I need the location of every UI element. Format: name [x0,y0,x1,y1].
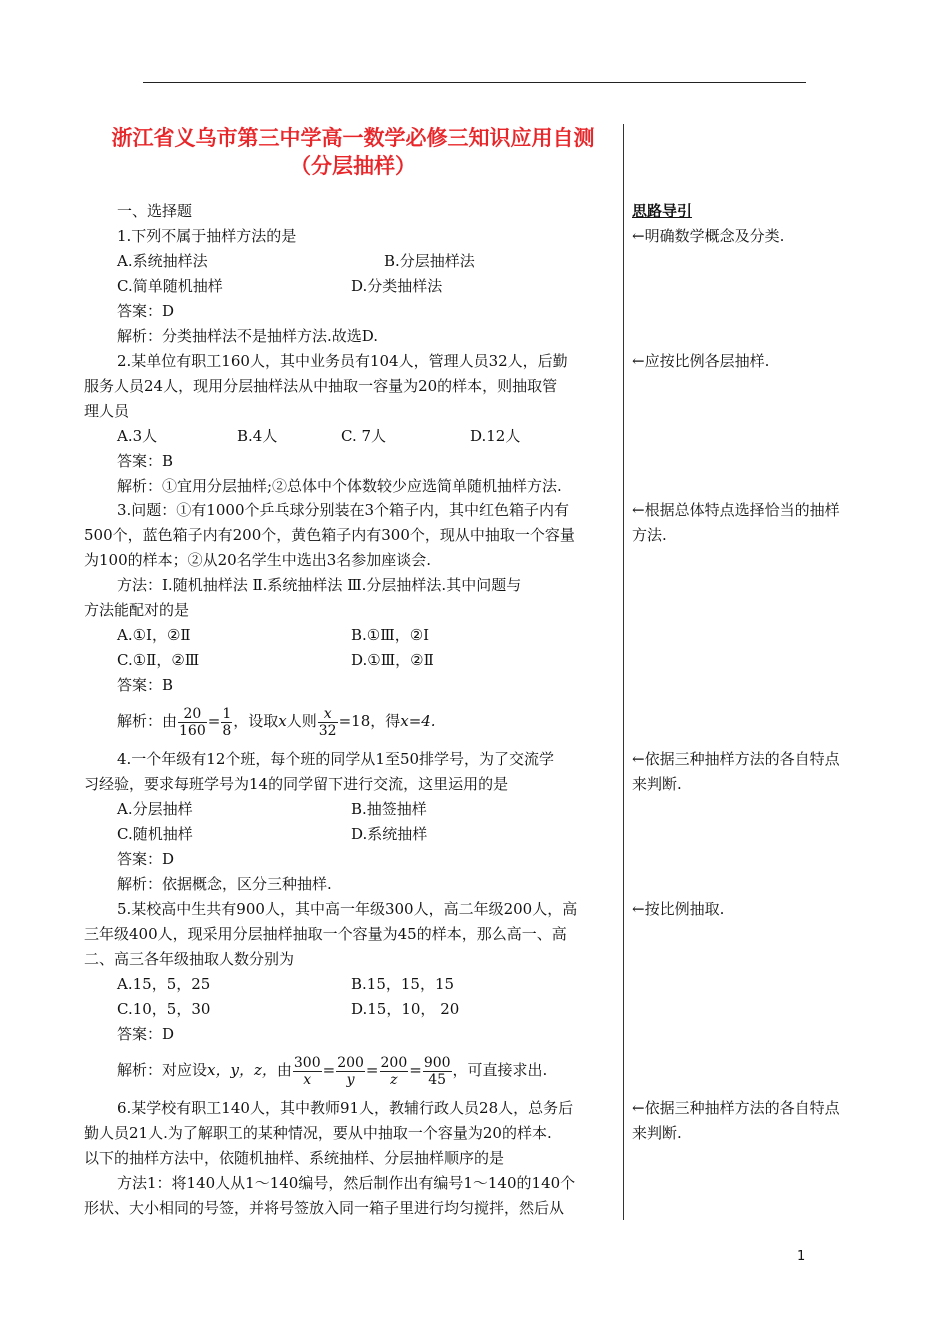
title-line-2: （分层抽样） [290,154,416,178]
q5-fraction-4: $\frac{900}{45}$ [423,1054,451,1088]
q5-option-d: D.15，10， 20 [351,1000,460,1018]
q2-stem-line-1: 2.某单位有职工160人，其中业务员有104人，管理人员32人，后勤 [117,352,568,370]
q3-stem-line-2: 500个，蓝色箱子内有200个，黄色箱子内有300个，现从中抽取一个容量 [84,526,575,544]
q2-stem-line-2: 服务人员24人，现用分层抽样法从中抽取一容量为20的样本，则抽取管 [84,377,558,395]
q1-option-a: A.系统抽样法 [117,252,208,270]
q6-stem-line-1: 6.某学校有职工140人，其中教师91人，教辅行政人员28人，总务后 [117,1099,574,1117]
q3-fraction-2: $\frac{1}{8}$ [222,705,232,739]
q3-fraction-3: $\frac{x}{32}$ [318,705,337,739]
q5-fraction-1: $\frac{300}{x}$ [293,1054,321,1088]
q1-option-b: B.分层抽样法 [384,252,475,270]
q6-method-1-line-2: 形状、大小相同的号签，并将号签放入同一箱子里进行均匀搅拌，然后从 [84,1199,565,1217]
q3-option-c: C.①Ⅱ，②Ⅲ [117,651,200,669]
q2-option-d: D.12人 [470,427,521,445]
q4-stem-line-2: 习经验，要求每班学号为14的同学留下进行交流，这里运用的是 [84,775,509,793]
q3-fraction-1: $\frac{20}{160}$ [179,705,206,739]
q3-analysis: 解析：由 $\frac{20}{160}$ = $\frac{1}{8}$ ，设取x人则 $\frac{x}{32}$ =18，得x=4. [117,705,436,739]
q5-stem-line-2: 三年级400人，现采用分层抽样抽取一个容量为45的样本，那么高一、高 [84,925,567,943]
page-number: 1 [797,1249,806,1264]
q4-option-b: B.抽签抽样 [351,800,427,818]
top-rule [143,82,806,83]
q1-analysis: 解析：分类抽样法不是抽样方法.故选D. [117,327,379,345]
q5-option-a: A.15，5，25 [117,975,211,993]
q4-hint-line-2: 来判断. [632,775,682,793]
q6-method-1-line-1: 方法1：将140人从1～140编号，然后制作出有编号1～140的140个 [117,1174,576,1192]
q3-stem-line-1: 3.问题：①有1000个乒乓球分别装在3个箱子内，其中红色箱子内有 [117,501,570,519]
q4-option-d: D.系统抽样 [351,825,428,843]
q1-hint: ←明确数学概念及分类. [632,227,785,245]
q5-fraction-3: $\frac{200}{z}$ [380,1054,408,1088]
q4-option-a: A.分层抽样 [117,800,193,818]
q2-hint: ←应按比例各层抽样. [632,352,770,370]
q4-answer: 答案：D [117,850,175,868]
q4-option-c: C.随机抽样 [117,825,193,843]
q5-stem-line-3: 二、高三各年级抽取人数分别为 [84,950,295,968]
q3-methods-line: 方法：Ⅰ.随机抽样法 Ⅱ.系统抽样法 Ⅲ.分层抽样法.其中问题与 [117,576,522,594]
q4-stem-line-1: 4.一个年级有12个班，每个班的同学从1至50排学号，为了交流学 [117,750,555,768]
title-line-1: 浙江省义乌市第三中学高一数学必修三知识应用自测 [111,126,595,150]
q1-answer: 答案：D [117,302,175,320]
section-heading: 一、选择题 [117,202,193,220]
q2-option-b: B.4人 [237,427,278,445]
q6-hint-line-2: 来判断. [632,1124,682,1142]
q3-answer: 答案：B [117,676,174,694]
q5-option-c: C.10，5，30 [117,1000,211,1018]
q6-hint-line-1: ←依据三种抽样方法的各自特点 [632,1099,840,1117]
q4-analysis: 解析：依据概念，区分三种抽样. [117,875,332,893]
q3-stem-line-3: 为100的样本；②从20名学生中选出3名参加座谈会. [84,551,432,569]
q3-hint-line-2: 方法. [632,526,667,544]
q2-option-c: C. 7人 [341,427,387,445]
q3-option-a: A.①Ⅰ，②Ⅱ [117,626,191,644]
q4-hint-line-1: ←依据三种抽样方法的各自特点 [632,750,840,768]
q2-stem-line-3: 理人员 [84,402,130,420]
q5-stem-line-1: 5.某校高中生共有900人，其中高一年级300人，高二年级200人，高 [117,900,578,918]
q5-hint: ←按比例抽取. [632,900,725,918]
q3-stem-line-5: 方法能配对的是 [84,601,190,619]
q1-option-c: C.简单随机抽样 [117,277,223,295]
q6-stem-line-2: 勤人员21人.为了解职工的某种情况，要从中抽取一个容量为20的样本. [84,1124,552,1142]
column-divider [623,124,624,1220]
q5-option-b: B.15，15，15 [351,975,455,993]
q5-analysis: 解析：对应设x，y，z，由 $\frac{300}{x}$ = $\frac{200}{y}$ = $\frac{200}{z}$ = $\frac{900}{45}$ ，可直接求出. [117,1054,548,1088]
q2-answer: 答案：B [117,452,174,470]
q2-analysis: 解析：①宜用分层抽样;②总体中个体数较少应选简单随机抽样方法. [117,477,562,495]
q3-option-b: B.①Ⅲ，②Ⅰ [351,626,430,644]
q3-option-d: D.①Ⅲ，②Ⅱ [351,651,434,669]
side-heading: 思路导引 [632,202,693,220]
q1-option-d: D.分类抽样法 [351,277,443,295]
q3-hint-line-1: ←根据总体特点选择恰当的抽样 [632,501,840,519]
q2-option-a: A.3人 [117,427,158,445]
document-title [84,124,622,180]
q5-answer: 答案：D [117,1025,175,1043]
q1-stem: 1.下列不属于抽样方法的是 [117,227,297,245]
q6-stem-line-3: 以下的抽样方法中，依随机抽样、系统抽样、分层抽样顺序的是 [84,1149,505,1167]
q5-fraction-2: $\frac{200}{y}$ [337,1054,364,1088]
